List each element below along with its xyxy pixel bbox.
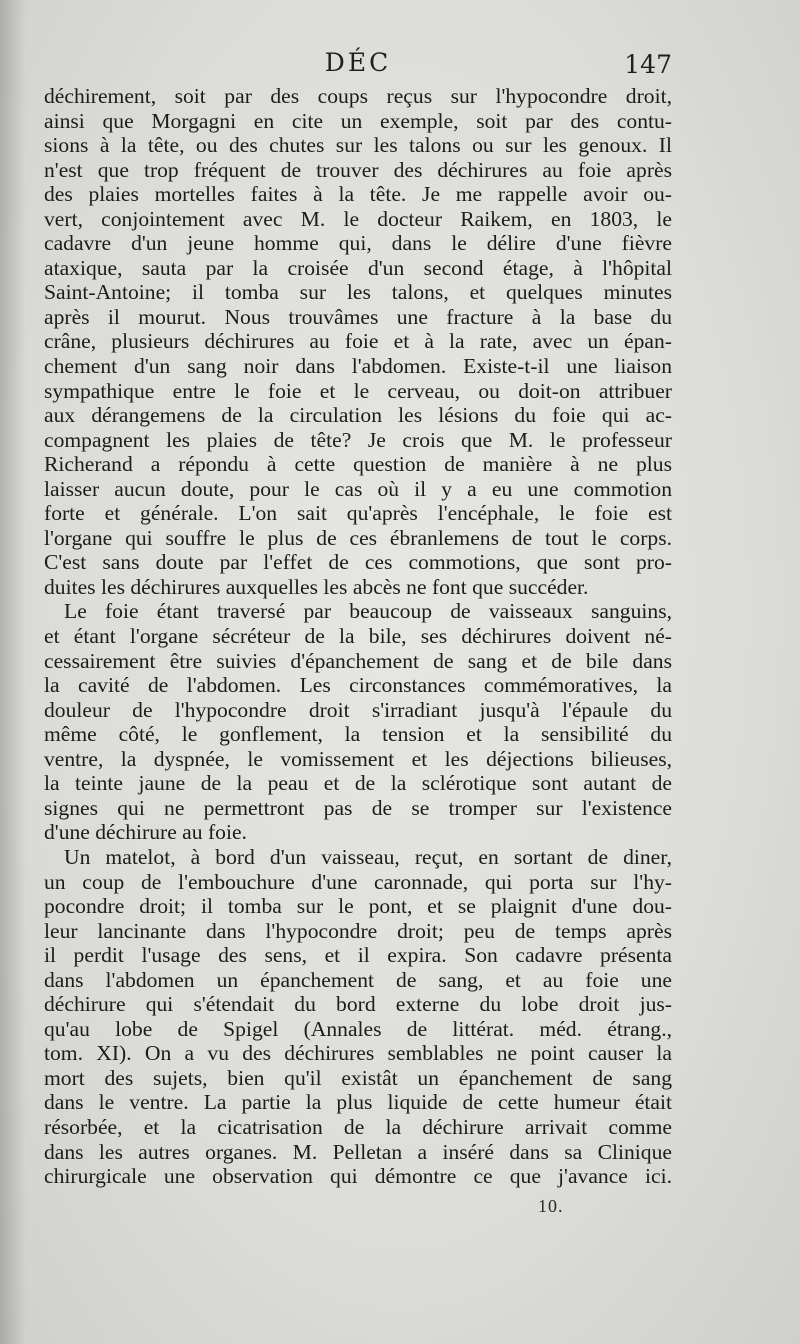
text-line: après il mourut. Nous trouvâmes une fracture à la base du (44, 304, 672, 329)
text-line: sympathique entre le foie et le cerveau, ou doit-on attribuer (44, 378, 672, 403)
text-line: chirurgicale une observation qui démontre ce que j'avance ici. (44, 1164, 672, 1189)
text-line: il perdit l'usage des sens, et il expira. Son cadavre présenta (44, 943, 672, 968)
text-line: Richerand a répondu à cette question de manière à ne plus (44, 452, 672, 477)
text-line: des plaies mortelles faites à la tête. Je me rappelle avoir ou- (44, 182, 672, 207)
text-line: laisser aucun doute, pour le cas où il y a eu une commotion (44, 476, 672, 501)
signature-mark: 10. (538, 1196, 564, 1216)
page-number: 147 (624, 50, 672, 79)
text-line: chement d'un sang noir dans l'abdomen. Existe-t-il une liaison (44, 354, 672, 379)
paragraph-2 (44, 599, 672, 844)
text-line: mort des sujets, bien qu'il existât un épanchement de sang (44, 1065, 672, 1090)
text-line: cadavre d'un jeune homme qui, dans le délire d'une fièvre (44, 231, 672, 256)
text-line: leur lancinante dans l'hypocondre droit; peu de temps après (44, 918, 672, 943)
text-line: signes qui ne permettront pas de se tromper sur l'existence (44, 795, 672, 820)
text-line: dans le ventre. La partie la plus liquide de cette humeur était (44, 1090, 672, 1115)
text-line: un coup de l'embouchure d'une caronnade, qui porta sur l'hy- (44, 869, 672, 894)
text-line: la teinte jaune de la peau et de la sclérotique sont autant de (44, 771, 672, 796)
gutter-shadow (0, 0, 26, 1344)
text-line: et étant l'organe sécréteur de la bile, ses déchirures doivent né- (44, 624, 672, 649)
text-line: cessairement être suivies d'épanchement de sang et de bile dans (44, 648, 672, 673)
running-head: DÉC (324, 48, 392, 77)
text-line: douleur de l'hypocondre droit s'irradiant jusqu'à l'épaule du (44, 697, 672, 722)
text-line: déchirement, soit par des coups reçus sur l'hypocondre droit, (44, 84, 672, 108)
text-line: qu'au lobe de Spigel (Annales de littérat. méd. étrang., (44, 1016, 672, 1041)
text-line: ainsi que Morgagni en cite un exemple, soit par des contu- (44, 108, 672, 133)
text-line: résorbée, et la cicatrisation de la déchirure arrivait comme (44, 1114, 672, 1139)
text-line: Le foie étant traversé par beaucoup de vaisseaux sanguins, (64, 599, 672, 624)
text-line: pocondre droit; il tomba sur le pont, et se plaignit d'une dou- (44, 894, 672, 919)
text-line: forte et générale. L'on sait qu'après l'encéphale, le foie est (44, 501, 672, 526)
body-text (44, 84, 672, 1189)
text-line: C'est sans doute par l'effet de ces commotions, que sont pro- (44, 550, 672, 575)
text-line: sions à la tête, ou des chutes sur les talons ou sur les genoux. Il (44, 133, 672, 158)
text-line: n'est que trop fréquent de trouver des déchirures au foie après (44, 157, 672, 182)
text-line: Saint-Antoine; il tomba sur les talons, et quelques minutes (44, 280, 672, 305)
text-line: la cavité de l'abdomen. Les circonstances commémoratives, la (44, 673, 672, 698)
text-line: aux dérangemens de la circulation les lésions du foie qui ac- (44, 403, 672, 428)
page-header (44, 46, 672, 80)
text-line: crâne, plusieurs déchirures au foie et à la rate, avec un épan- (44, 329, 672, 354)
text-line: l'organe qui souffre le plus de ces ébranlemens de tout le corps. (44, 525, 672, 550)
text-line: ataxique, sauta par la croisée d'un second étage, à l'hôpital (44, 255, 672, 280)
text-line: Un matelot, à bord d'un vaisseau, reçut, en sortant de diner, (64, 844, 672, 869)
text-line: même côté, le gonflement, la tension et la sensibilité du (44, 722, 672, 747)
text-line: vert, conjointement avec M. le docteur Raikem, en 1803, le (44, 206, 672, 231)
text-line: d'une déchirure au foie. (44, 820, 247, 845)
text-line: dans l'abdomen un épanchement de sang, et au foie une (44, 967, 672, 992)
paragraph-3 (44, 845, 672, 1189)
text-line: duites les déchirures auxquelles les abcès ne font que succéder. (44, 574, 589, 599)
text-line: dans les autres organes. M. Pelletan a inséré dans sa Clinique (44, 1139, 672, 1164)
text-line: tom. XI). On a vu des déchirures semblables ne point causer la (44, 1041, 672, 1066)
text-line: ventre, la dyspnée, le vomissement et les déjections bilieuses, (44, 746, 672, 771)
paragraph-1 (44, 84, 672, 599)
text-line: compagnent les plaies de tête? Je crois que M. le professeur (44, 427, 672, 452)
text-line: déchirure qui s'étendait du bord externe du lobe droit jus- (44, 992, 672, 1017)
